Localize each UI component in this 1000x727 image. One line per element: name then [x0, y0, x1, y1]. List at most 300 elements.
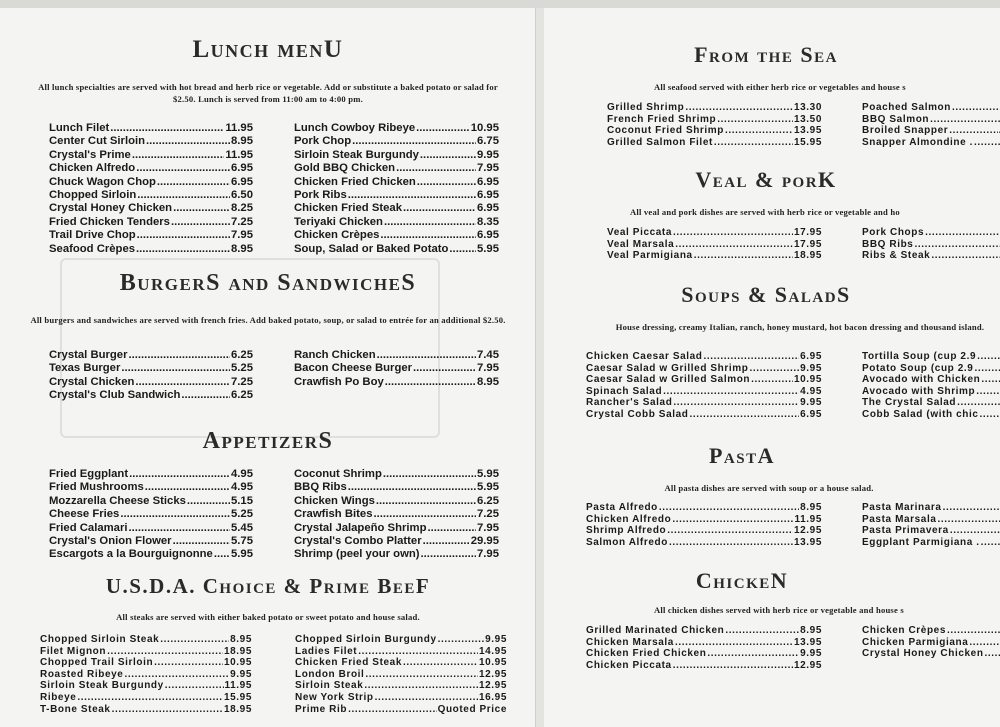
- menu-item: [40, 646, 252, 658]
- menu-item-price: 6.25: [231, 389, 253, 402]
- menu-item: [862, 502, 1000, 514]
- menu-item-price: 6.95: [800, 351, 822, 362]
- menu-item: [294, 122, 499, 135]
- dot-leader: [690, 409, 800, 421]
- menu-item-name: Teriyaki Chicken: [294, 215, 383, 228]
- dot-leader: [137, 189, 230, 202]
- usda-beef-left-column: [40, 634, 252, 715]
- menu-item-price: 17.95: [793, 238, 822, 250]
- menu-item-name: Crystal's Prime: [49, 148, 131, 161]
- menu-item-price: 9.95: [477, 148, 499, 161]
- menu-item-price: 6.95: [477, 202, 499, 215]
- menu-item-price: 6.95: [231, 162, 253, 175]
- dot-leader: [135, 376, 230, 389]
- menu-item-price: 18.95: [223, 703, 252, 715]
- menu-item-name: Ranch Chicken: [294, 349, 376, 361]
- menu-item-price: 18.95: [223, 645, 252, 657]
- menu-item: [49, 481, 253, 494]
- dot-leader: [663, 386, 799, 398]
- menu-item-name: Caesar Salad w Grilled Salmon: [586, 374, 751, 386]
- dot-leader: [416, 122, 470, 135]
- lunch-menu-left-column: [49, 122, 253, 256]
- dot-leader: [943, 502, 1000, 514]
- dot-leader: [352, 135, 476, 148]
- menu-item-price: 8.95: [477, 375, 499, 388]
- dot-leader: [384, 216, 476, 229]
- menu-item-price: 7.25: [231, 375, 253, 388]
- menu-item-name: Lunch Filet: [49, 122, 110, 134]
- dot-leader: [421, 548, 476, 561]
- dot-leader: [981, 374, 1000, 386]
- veal-pork-note: All veal and pork dishes are served with herb rice or vegetable and ho: [630, 207, 900, 217]
- menu-item-name: Pasta Primavera: [862, 525, 949, 537]
- menu-item: [586, 514, 822, 526]
- menu-item-price: 6.95: [477, 229, 499, 242]
- menu-item-price: 5.95: [477, 468, 499, 480]
- dot-leader: [914, 239, 1000, 251]
- pasta-title: PastA: [708, 443, 775, 468]
- dot-leader: [383, 468, 476, 481]
- menu-item: [586, 363, 822, 375]
- dot-leader: [375, 692, 478, 704]
- dot-leader: [667, 525, 793, 537]
- menu-item: [49, 202, 253, 215]
- menu-item-price: 16.95: [478, 691, 507, 703]
- menu-item: [586, 525, 822, 537]
- menu-item-name: Snapper Almondine .: [862, 136, 974, 148]
- dot-leader: [977, 351, 1000, 363]
- menu-item-name: Crystal's Onion Flower: [49, 534, 172, 547]
- menu-item: [294, 362, 499, 375]
- pasta-right-column: [862, 502, 1000, 548]
- menu-item-name: Center Cut Sirloin: [49, 135, 146, 148]
- menu-item: [862, 537, 1000, 549]
- dot-leader: [717, 114, 793, 126]
- menu-item: [40, 669, 252, 681]
- menu-item-price: 12.95: [793, 659, 822, 671]
- menu-item: [295, 634, 507, 646]
- menu-item-name: Veal Marsala: [607, 238, 675, 250]
- menu-item-name: Escargots a la Bourguignonne: [49, 548, 213, 561]
- menu-item: [586, 537, 822, 549]
- menu-item-price: 6.25: [231, 349, 253, 361]
- dot-leader: [181, 389, 230, 402]
- dot-leader: [949, 125, 997, 137]
- soups-left-column: [586, 351, 822, 421]
- menu-item-price: 7.95: [477, 162, 499, 175]
- dot-leader: [423, 535, 470, 548]
- menu-item: [49, 468, 253, 481]
- menu-item-name: The Crystal Salad: [862, 397, 957, 409]
- from-the-sea-note: All seafood served with either herb rice or vegetables and house s: [654, 82, 906, 92]
- menu-item-price: 5.25: [231, 362, 253, 375]
- menu-item-name: Pasta Alfredo: [586, 502, 658, 513]
- dot-leader: [673, 397, 799, 409]
- menu-item-price: 5.25: [231, 508, 253, 521]
- menu-item-name: Chicken Fried Steak: [295, 657, 402, 669]
- menu-item-name: Chicken Fried Chicken: [294, 175, 416, 188]
- menu-item-price: 10.95: [478, 657, 507, 669]
- menu-item-price: 11.95: [224, 680, 252, 692]
- menu-item-name: Filet Mignon: [40, 645, 107, 657]
- menu-item-price: 14.95: [478, 645, 507, 657]
- dot-leader: [930, 114, 1000, 126]
- menu-item-price: 5.95: [231, 548, 253, 561]
- burgers-title: BurgerS and SandwicheS: [119, 270, 417, 296]
- menu-item: [49, 522, 253, 535]
- dot-leader: [129, 468, 230, 481]
- menu-item-price: 5.75: [231, 534, 253, 547]
- sea-left-column: [607, 102, 822, 148]
- menu-item: [607, 114, 822, 126]
- menu-item: [49, 243, 253, 256]
- menu-item-name: Pork Chops: [862, 227, 925, 238]
- menu-item-name: New York Strip: [295, 691, 374, 703]
- menu-item: [294, 508, 499, 521]
- dot-leader: [974, 363, 1000, 375]
- dot-leader: [348, 189, 476, 202]
- menu-item-name: Chicken Wings: [294, 494, 375, 507]
- menu-item-name: Pasta Marsala: [862, 513, 937, 525]
- appetizers-title: AppetizerS: [202, 428, 334, 454]
- appetizers-right-column: [294, 468, 499, 562]
- menu-item-price: 9.95: [230, 668, 252, 680]
- menu-item: [586, 502, 822, 514]
- menu-item: [49, 389, 253, 402]
- menu-item-price: 18.95: [793, 250, 822, 262]
- menu-item-name: Cobb Salad (with chic: [862, 408, 979, 420]
- menu-item-name: Tortilla Soup (cup 2.9: [862, 351, 977, 362]
- menu-item: [294, 229, 499, 242]
- dot-leader: [107, 646, 223, 658]
- dot-leader: [685, 102, 793, 114]
- menu-item-price: 5.15: [231, 494, 253, 507]
- dot-leader: [121, 362, 230, 375]
- menu-item-price: 6.95: [231, 175, 253, 188]
- menu-item-price: 13.50: [793, 113, 822, 125]
- dot-leader: [704, 351, 800, 363]
- menu-fold: [536, 8, 544, 727]
- menu-item-price: 13.95: [793, 536, 822, 548]
- menu-item: [862, 102, 1000, 114]
- menu-item: [49, 189, 253, 202]
- dot-leader: [707, 648, 799, 660]
- menu-item: [294, 135, 499, 148]
- menu-item-name: Grilled Shrimp: [607, 102, 685, 113]
- dot-leader: [725, 125, 793, 137]
- dot-leader: [669, 537, 793, 549]
- menu-item-name: Chicken Piccata: [586, 659, 672, 671]
- menu-item-price: 6.25: [477, 494, 499, 507]
- menu-item-name: BBQ Salmon: [862, 113, 930, 125]
- menu-item: [586, 397, 822, 409]
- menu-item-name: Chicken Caesar Salad: [586, 351, 703, 362]
- menu-item-name: Potato Soup (cup 2.9: [862, 362, 974, 374]
- menu-page-left: [0, 8, 536, 727]
- dot-leader: [749, 363, 799, 375]
- menu-item-name: Roasted Ribeye: [40, 668, 124, 680]
- menu-item: [862, 227, 1000, 239]
- menu-item-price: 29.95: [470, 534, 499, 547]
- menu-item-price: 11.95: [794, 513, 822, 525]
- menu-item-name: Fried Mushrooms: [49, 481, 144, 494]
- dot-leader: [976, 386, 1000, 398]
- menu-item: [294, 149, 499, 162]
- menu-item-name: Broiled Snapper: [862, 125, 949, 137]
- menu-item-name: Crawfish Bites: [294, 508, 373, 521]
- menu-item: [586, 660, 822, 672]
- menu-item: [40, 680, 252, 692]
- menu-item-name: Avocado with Chicken: [862, 374, 981, 386]
- menu-item: [49, 508, 253, 521]
- menu-item: [49, 216, 253, 229]
- menu-item-name: Avocado with Shrimp: [862, 385, 976, 397]
- menu-item: [294, 495, 499, 508]
- menu-item-price: 6.50: [231, 188, 253, 201]
- dot-leader: [751, 374, 793, 386]
- dot-leader: [981, 537, 1000, 549]
- dot-leader: [725, 625, 799, 637]
- menu-item-price: 15.95: [223, 691, 252, 703]
- menu-item-price: 13.95: [793, 636, 822, 648]
- menu-item: [49, 176, 253, 189]
- menu-item: [49, 495, 253, 508]
- menu-item-name: Pork Ribs: [294, 188, 347, 201]
- menu-item-name: Crawfish Po Boy: [294, 375, 384, 388]
- menu-item-name: Soup, Salad or Baked Potato: [294, 242, 449, 255]
- dot-leader: [348, 704, 436, 716]
- menu-item-name: Crystal Jalapeño Shrimp: [294, 521, 427, 534]
- menu-item-name: Crystal's Club Sandwich: [49, 389, 181, 402]
- chicken-right-column: [862, 625, 1000, 660]
- menu-item-price: 8.35: [477, 215, 499, 228]
- menu-item-price: 8.95: [231, 135, 253, 148]
- pasta-note: All pasta dishes are served with soup or a house salad.: [664, 483, 874, 493]
- dot-leader: [157, 176, 230, 189]
- menu-item-price: 7.25: [231, 215, 253, 228]
- dot-leader: [146, 135, 230, 148]
- dot-leader: [136, 243, 230, 256]
- dot-leader: [132, 149, 225, 162]
- lunch-menu-right-column: [294, 122, 499, 256]
- menu-item: [862, 114, 1000, 126]
- menu-item-price: 5.95: [477, 481, 499, 494]
- dot-leader: [358, 646, 478, 658]
- menu-item-name: Ribeye: [40, 691, 77, 703]
- dot-leader: [348, 481, 476, 494]
- menu-item-price: 8.95: [230, 634, 252, 645]
- dot-leader: [128, 349, 230, 362]
- menu-item: [49, 349, 253, 362]
- menu-item: [586, 625, 822, 637]
- menu-item-price: 9.95: [800, 397, 822, 409]
- menu-item-price: 6.95: [477, 175, 499, 188]
- menu-item-price: Quoted Price: [437, 703, 507, 715]
- menu-item: [607, 125, 822, 137]
- menu-item-price: 12.95: [478, 668, 507, 680]
- menu-item: [294, 189, 499, 202]
- menu-item-price: 13.30: [793, 102, 822, 113]
- menu-item-price: 9.95: [485, 634, 507, 645]
- dot-leader: [974, 137, 1000, 149]
- dot-leader: [980, 409, 1000, 421]
- lunch-menu-title: Lunch menU: [192, 36, 344, 63]
- menu-item: [586, 637, 822, 649]
- menu-item: [862, 351, 1000, 363]
- menu-item-name: Chopped Sirloin: [49, 188, 137, 201]
- usda-beef-title: U.S.D.A. Choice & Prime BeeF: [105, 574, 431, 598]
- menu-item-name: Sirloin Steak: [295, 680, 364, 692]
- menu-page-right: [544, 8, 1000, 727]
- dot-leader: [417, 176, 476, 189]
- menu-item-name: Crystal Burger: [49, 349, 128, 361]
- pasta-left-column: [586, 502, 822, 548]
- menu-item: [862, 363, 1000, 375]
- menu-item-name: French Fried Shrimp: [607, 113, 717, 125]
- menu-item: [862, 648, 1000, 660]
- dot-leader: [403, 202, 476, 215]
- menu-item-name: Chicken Alfredo: [49, 162, 136, 175]
- menu-item: [862, 409, 1000, 421]
- dot-leader: [173, 535, 230, 548]
- menu-item-name: Eggplant Parmigiana .: [862, 536, 980, 548]
- menu-item: [862, 239, 1000, 251]
- menu-item-name: Bacon Cheese Burger: [294, 362, 413, 375]
- soups-right-column: [862, 351, 1000, 421]
- menu-item-name: Lunch Cowboy Ribeye: [294, 122, 416, 134]
- menu-item-price: 5.95: [477, 242, 499, 255]
- menu-item: [49, 122, 253, 135]
- dot-leader: [364, 680, 478, 692]
- dot-leader: [136, 162, 230, 175]
- menu-item-price: 6.95: [800, 408, 822, 420]
- menu-item-name: Coconut Fried Shrimp: [607, 125, 724, 137]
- dot-leader: [160, 634, 229, 646]
- menu-item-name: BBQ Ribs: [862, 238, 914, 250]
- dot-leader: [449, 243, 476, 256]
- menu-item-price: 8.95: [231, 242, 253, 255]
- veal-left-column: [607, 227, 822, 262]
- from-the-sea-title: From the Sea: [694, 42, 838, 67]
- dot-leader: [377, 349, 476, 362]
- dot-leader: [413, 362, 476, 375]
- menu-item: [294, 522, 499, 535]
- dot-leader: [673, 660, 793, 672]
- menu-item-price: 7.25: [477, 508, 499, 521]
- menu-item: [862, 386, 1000, 398]
- chicken-note: All chicken dishes served with herb rice or vegetable and house s: [654, 605, 904, 615]
- menu-item: [49, 548, 253, 561]
- menu-item: [49, 376, 253, 389]
- dot-leader: [675, 239, 793, 251]
- menu-item: [294, 162, 499, 175]
- menu-item: [49, 535, 253, 548]
- menu-item-name: Chicken Fried Steak: [294, 202, 402, 215]
- menu-item-price: 7.45: [477, 349, 499, 361]
- menu-item-name: Fried Calamari: [49, 521, 128, 534]
- dot-leader: [124, 669, 229, 681]
- menu-item: [49, 229, 253, 242]
- menu-item-name: Ribs & Steak: [862, 250, 931, 262]
- dot-leader: [420, 149, 476, 162]
- menu-item: [40, 634, 252, 646]
- menu-item-name: Shrimp (peel your own): [294, 548, 420, 561]
- dot-leader: [714, 137, 793, 149]
- soups-salads-title: Soups & SaladS: [681, 282, 851, 307]
- menu-item-price: 12.95: [793, 525, 822, 537]
- menu-item-name: Fried Chicken Tenders: [49, 215, 170, 228]
- veal-pork-title: Veal & porK: [695, 167, 837, 192]
- burgers-note: All burgers and sandwiches are served with french fries. Add baked potato, soup, or salad to entrée for an additional $2.50.: [30, 315, 506, 325]
- menu-item-name: Pork Chop: [294, 135, 352, 148]
- menu-item-price: 7.95: [231, 229, 253, 242]
- sea-right-column: [862, 102, 1000, 148]
- menu-item-price: 11.95: [225, 122, 253, 134]
- dot-leader: [438, 634, 485, 646]
- menu-item-name: Gold BBQ Chicken: [294, 162, 396, 175]
- menu-item-name: Trail Drive Chop: [49, 229, 136, 242]
- menu-item-name: Veal Parmigiana: [607, 250, 693, 262]
- menu-item-name: T-Bone Steak: [40, 703, 111, 715]
- menu-item: [40, 657, 252, 669]
- menu-item: [294, 243, 499, 256]
- menu-item-name: Mozzarella Cheese Sticks: [49, 494, 186, 507]
- menu-item: [862, 397, 1000, 409]
- dot-leader: [380, 229, 476, 242]
- menu-item-name: Chicken Fried Chicken: [586, 648, 707, 660]
- menu-item-name: Chicken Parmigiana: [862, 636, 969, 648]
- menu-item: [294, 468, 499, 481]
- menu-item-name: Chicken Marsala: [586, 636, 674, 648]
- dot-leader: [985, 648, 1000, 660]
- menu-item: [49, 135, 253, 148]
- menu-item: [862, 137, 1000, 149]
- menu-item-price: 5.45: [231, 521, 253, 534]
- menu-item-name: Ladies Filet: [295, 645, 358, 657]
- menu-item-name: Caesar Salad w Grilled Shrimp: [586, 362, 749, 374]
- dot-leader: [403, 657, 478, 669]
- menu-item-name: BBQ Ribs: [294, 481, 347, 494]
- menu-item-name: Fried Eggplant: [49, 468, 129, 480]
- menu-item-price: 4.95: [231, 468, 253, 480]
- dot-leader: [952, 102, 1000, 114]
- menu-item-name: Crystal Honey Chicken: [49, 202, 173, 215]
- menu-item-name: Crystal Chicken: [49, 375, 135, 388]
- menu-item-name: Prime Rib: [295, 703, 348, 715]
- dot-leader: [112, 704, 223, 716]
- menu-item: [586, 374, 822, 386]
- dot-leader: [694, 250, 793, 262]
- dot-leader: [969, 637, 1000, 649]
- menu-item-name: Grilled Marinated Chicken: [586, 625, 725, 636]
- menu-item: [40, 704, 252, 716]
- dot-leader: [947, 625, 1000, 637]
- menu-item: [49, 362, 253, 375]
- dot-leader: [672, 514, 793, 526]
- dot-leader: [396, 162, 476, 175]
- dot-leader: [385, 376, 476, 389]
- menu-item: [49, 162, 253, 175]
- menu-item: [607, 137, 822, 149]
- menu-item-name: Chopped Trail Sirloin: [40, 657, 154, 669]
- dot-leader: [77, 692, 223, 704]
- menu-item-name: Cheese Fries: [49, 508, 120, 521]
- menu-item-name: Pasta Marinara: [862, 502, 942, 513]
- dot-leader: [950, 525, 1000, 537]
- menu-item-name: Veal Piccata: [607, 227, 673, 238]
- menu-item-price: 6.95: [477, 188, 499, 201]
- dot-leader: [957, 397, 1000, 409]
